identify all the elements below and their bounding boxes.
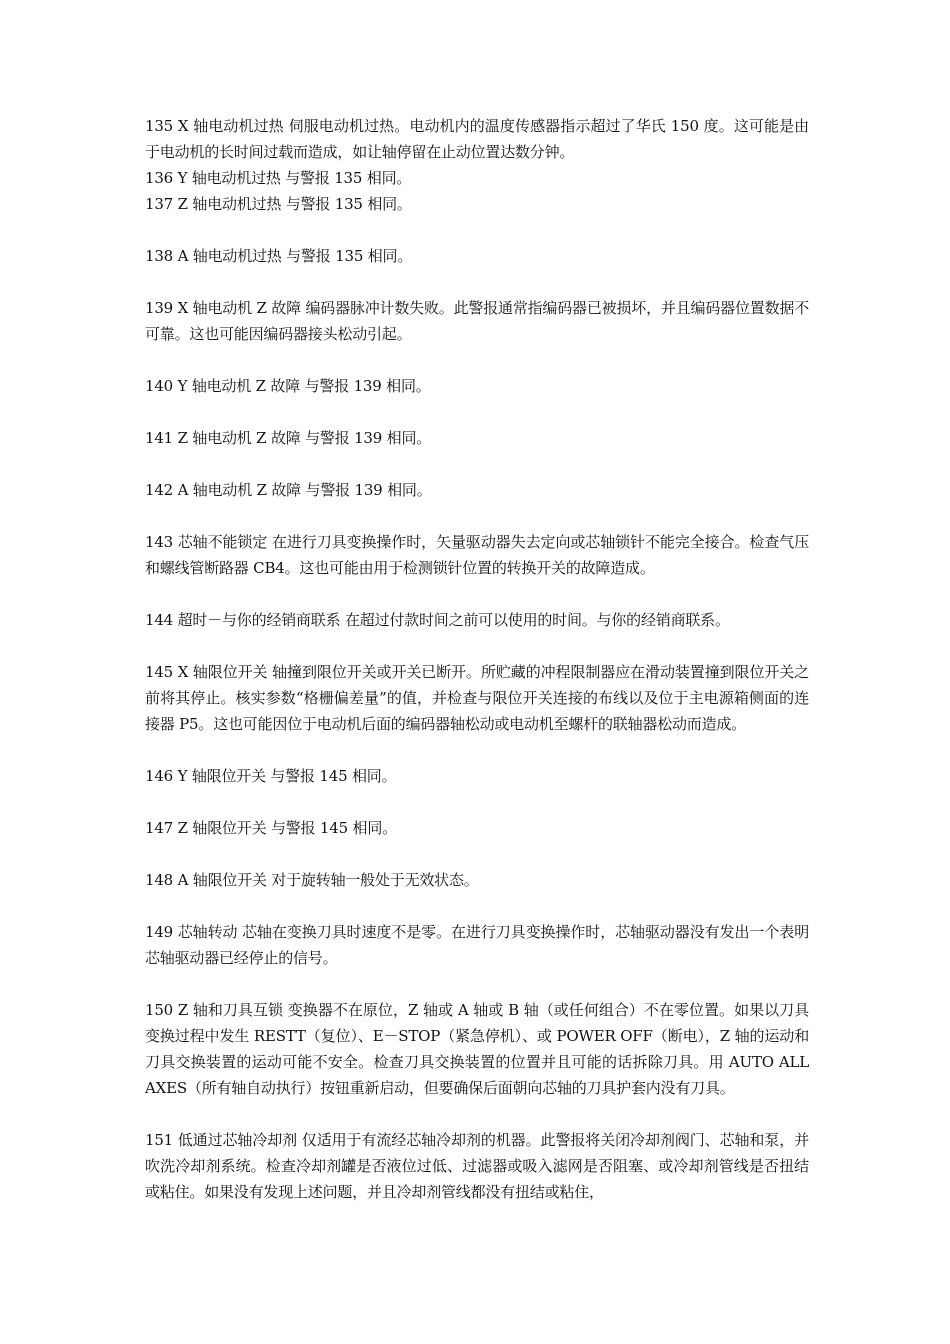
alarm-146-paragraph: 146 Y 轴限位开关 与警报 145 相同。 [145,767,397,785]
alarm-151-paragraph: 151 低通过芯轴冷却剂 仅适用于有流经芯轴冷却剂的机器。此警报将关闭冷却剂阀门、芯轴和泵，并吹洗冷却剂系统。检查冷却剂罐是否液位过低、过滤器或吸入滤网是否阻塞、或冷却剂管线是否扭结或粘住。如果没有发现上述问题，并且冷却剂管线都没有扭结或粘住， [145,1131,809,1201]
alarm-147-paragraph: 147 Z 轴限位开关 与警报 145 相同。 [145,819,397,837]
alarm-141-paragraph: 141 Z 轴电动机 Z 故障 与警报 139 相同。 [145,429,432,447]
alarm-145-paragraph: 145 X 轴限位开关 轴撞到限位开关或开关已断开。所贮藏的冲程限制器应在滑动装置撞到限位开关之前将其停止。核实参数“格栅偏差量”的值，并检查与限位开关连接的布线以及位于主电源箱侧面的连接器 P5。这也可能因位于电动机后面的编码器轴松动或电动机至螺杆的联轴器松动而造成。 [145,663,809,733]
document-page [145,113,809,1205]
alarm-135-paragraph: 135 X 轴电动机过热 伺服电动机过热。电动机内的温度传感器指示超过了华氏 150 度。这可能是由于电动机的长时间过载而造成，如让轴停留在止动位置达数分钟。 [145,117,809,161]
alarm-138-paragraph: 138 A 轴电动机过热 与警报 135 相同。 [145,247,413,265]
alarm-144-paragraph: 144 超时－与你的经销商联系 在超过付款时间之前可以使用的时间。与你的经销商联系。 [145,611,730,629]
alarm-142-paragraph: 142 A 轴电动机 Z 故障 与警报 139 相同。 [145,481,432,499]
alarm-148-paragraph: 148 A 轴限位开关 对于旋转轴一般处于无效状态。 [145,871,479,889]
alarm-143-paragraph: 143 芯轴不能锁定 在进行刀具变换操作时，矢量驱动器失去定向或芯轴锁针不能完全接合。检查气压和螺线管断路器 CB4。这也可能由用于检测锁针位置的转换开关的故障造成。 [145,533,809,577]
alarm-150-paragraph: 150 Z 轴和刀具互锁 变换器不在原位，Z 轴或 A 轴或 B 轴（或任何组合）不在零位置。如果以刀具变换过程中发生 RESTT（复位）、E－STOP（紧急停机）、或 POWER OFF（断电），Z 轴的运动和刀具交换装置的运动可能不安全。检查刀具交换装置的位置并且可能的话拆除刀具。用 AUTO ALL AXES（所有轴自动执行）按钮重新启动，但要确保后面朝向芯轴的刀具护套内没有刀具。 [145,1001,809,1097]
alarm-140-paragraph: 140 Y 轴电动机 Z 故障 与警报 139 相同。 [145,377,431,395]
alarm-149-paragraph: 149 芯轴转动 芯轴在变换刀具时速度不是零。在进行刀具变换操作时，芯轴驱动器没有发出一个表明芯轴驱动器已经停止的信号。 [145,923,809,967]
alarm-136-paragraph: 136 Y 轴电动机过热 与警报 135 相同。 [145,169,412,187]
alarm-139-paragraph: 139 X 轴电动机 Z 故障 编码器脉冲计数失败。此警报通常指编码器已被损坏，并且编码器位置数据不可靠。这也可能因编码器接头松动引起。 [145,299,809,343]
alarm-137-paragraph: 137 Z 轴电动机过热 与警报 135 相同。 [145,195,412,213]
